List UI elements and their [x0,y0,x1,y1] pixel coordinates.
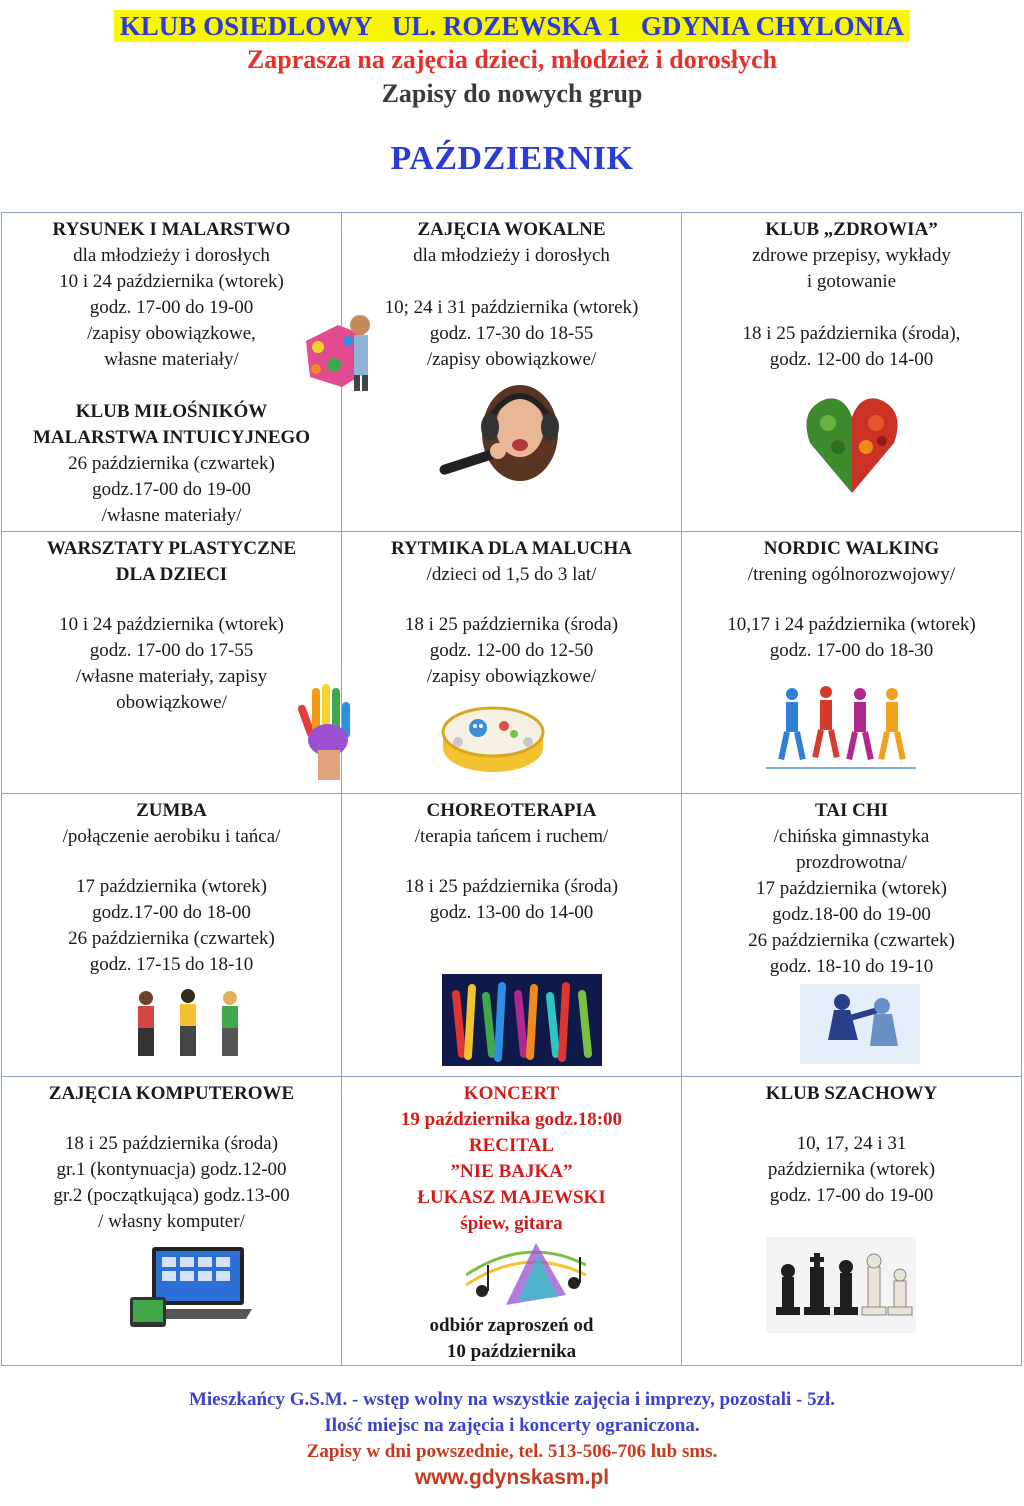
laptop-image [128,1243,252,1335]
activity-line: godz. 13-00 do 14-00 [429,902,594,923]
activity-title: TAI CHI [814,800,889,821]
cell-tai-chi [682,794,1022,1077]
activity-title: ZAJĘCIA WOKALNE [417,219,606,240]
activity-title: ZUMBA [136,800,207,821]
cell-chess-club [682,1077,1022,1366]
cell-health-club [682,213,1022,532]
music-notes-image [466,1235,586,1307]
activity-title: KLUB SZACHOWY [765,1083,938,1104]
nordic-walkers-image [766,682,916,772]
activity-line: 10, 17, 24 i 31 [796,1133,907,1154]
tambourine-image [438,690,548,780]
website-link[interactable]: www.gdynskasm.pl [414,1466,610,1489]
activity-line: 18 i 25 października (środa) [404,614,619,635]
limited-places-note: Ilość miejsc na zajęcia i koncerty ograniczona. [324,1415,700,1436]
recital-label: RECITAL [468,1135,555,1156]
activity-title: ZAJĘCIA KOMPUTEROWE [48,1083,295,1104]
activity-title: MALARSTWA INTUICYJNEGO [32,427,311,448]
activity-line: dla młodzieży i dorosłych [73,245,270,266]
activity-line: gr.2 (początkująca) godz.13-00 [53,1185,290,1206]
club-title: KLUB OSIEDLOWY UL. ROZEWSKA 1 GDYNIA CHYLONIA [114,10,910,42]
cell-vocal-classes [342,213,682,532]
activity-title: NORDIC WALKING [763,538,940,559]
activity-line: i gotowanie [806,271,897,292]
activity-title: WARSZTATY PLASTYCZNE [46,538,297,559]
activity-line: godz. 17-00 do 18-30 [769,640,934,661]
activity-line: 18 i 25 października (środa), [742,323,961,344]
activity-line: /zapisy obowiązkowe, [87,323,256,344]
poster-footer [0,1387,1024,1491]
activity-line: 26 października (czwartek) [748,930,955,951]
cell-choreotherapy [342,794,682,1077]
activities-grid [1,212,1022,1366]
activity-line: 26 października (czwartek) [68,453,275,474]
activity-line: października (wtorek) [767,1159,936,1180]
activity-line: godz.17-00 do 19-00 [92,479,251,500]
chess-pieces-image [766,1237,916,1333]
activity-title: KLUB MIŁOŚNIKÓW [75,401,268,422]
activity-line: 18 i 25 października (środa) [64,1133,279,1154]
cell-rhythmics-toddlers [342,532,682,794]
cell-zumba [2,794,342,1077]
activity-line: zdrowe przepisy, wykłady [752,245,951,266]
activity-line: własne materiały/ [104,349,239,370]
activity-line: godz. 17-15 do 18-10 [89,954,254,975]
singer-image [438,371,578,486]
activity-line: godz. 12-00 do 14-00 [769,349,934,370]
activity-line: godz. 17-00 do 19-00 [89,297,254,318]
activity-line: godz. 17-30 do 18-55 [429,323,594,344]
activity-line: 26 października (czwartek) [68,928,275,949]
activity-line: godz. 18-10 do 19-10 [769,956,934,977]
invitation-subtitle: Zaprasza na zajęcia dzieci, młodzież i dorosłych [246,45,778,74]
activity-title: KLUB „ZDROWIA” [765,219,938,240]
activity-line: /własne materiały/ [101,505,242,526]
activity-title: DLA DZIECI [115,564,228,585]
activity-line: /terapia tańcem i ruchem/ [414,826,609,847]
admission-info: Mieszkańcy G.S.M. - wstęp wolny na wszystkie zajęcia i imprezy, pozostali - 5zł. [188,1389,836,1410]
activity-line: godz. 12-00 do 12-50 [429,640,594,661]
cell-art-workshop-children [2,532,342,794]
performer-name: ŁUKASZ MAJEWSKI [417,1187,606,1208]
activity-title: CHOREOTERAPIA [426,800,597,821]
activity-line: /chińska gimnastyka [773,826,930,847]
invitation-pickup: odbiór zaproszeń od [429,1315,594,1336]
activity-line: dla młodzieży i dorosłych [413,245,610,266]
performance-type: śpiew, gitara [460,1213,563,1234]
activity-line: godz. 17-00 do 19-00 [769,1185,934,1206]
concert-title: KONCERT [463,1083,560,1104]
activity-line: /zapisy obowiązkowe/ [426,349,597,370]
cell-drawing-painting [2,213,342,532]
cell-nordic-walking [682,532,1022,794]
activity-title: RYTMIKA DLA MALUCHA [390,538,633,559]
activity-line: godz.17-00 do 18-00 [92,902,251,923]
activity-line: 17 października (wtorek) [76,876,267,897]
concert-date: 19 października godz.18:00 [400,1109,623,1130]
enrollment-contact: Zapisy w dni powszednie, tel. 513-506-706 lub sms. [306,1441,718,1462]
dance-silhouettes-image [442,974,602,1066]
activity-line: /trening ogólnorozwojowy/ [747,564,956,585]
poster-header [0,0,1024,179]
activity-line: godz.18-00 do 19-00 [772,904,931,925]
activity-line: 10; 24 i 31 października (wtorek) [384,297,639,318]
invitation-pickup-date: 10 października [446,1341,577,1362]
activity-line: prozdrowotna/ [796,852,907,873]
vegetable-heart-image [802,389,902,499]
cell-computer-classes [2,1077,342,1366]
activity-title: RYSUNEK I MALARSTWO [52,219,291,240]
zumba-dancers-image [126,988,252,1060]
activity-line: obowiązkowe/ [116,692,227,713]
activity-line: 18 i 25 października (środa) [404,876,619,897]
activity-line: /połączenie aerobiku i tańca/ [62,826,281,847]
activity-line: gr.1 (kontynuacja) godz.12-00 [56,1159,287,1180]
month-title: PAŹDZIERNIK [390,140,634,177]
activity-line: / własny komputer/ [98,1211,245,1232]
enrollment-line: Zapisy do nowych grup [381,79,643,108]
activity-line: 10 i 24 października (wtorek) [59,614,284,635]
activity-line: 10,17 i 24 października (wtorek) [727,614,976,635]
activity-line: 10 i 24 października (wtorek) [59,271,284,292]
recital-name: ”NIE BAJKA” [450,1161,573,1182]
activity-line: /zapisy obowiązkowe/ [426,666,597,687]
activity-line: godz. 17-00 do 17-55 [89,640,254,661]
activity-line: 17 października (wtorek) [756,878,947,899]
activity-line: /dzieci od 1,5 do 3 lat/ [426,564,597,585]
activity-line: /własne materiały, zapisy [75,666,268,687]
cell-concert [342,1077,682,1366]
tai-chi-image [800,984,920,1064]
